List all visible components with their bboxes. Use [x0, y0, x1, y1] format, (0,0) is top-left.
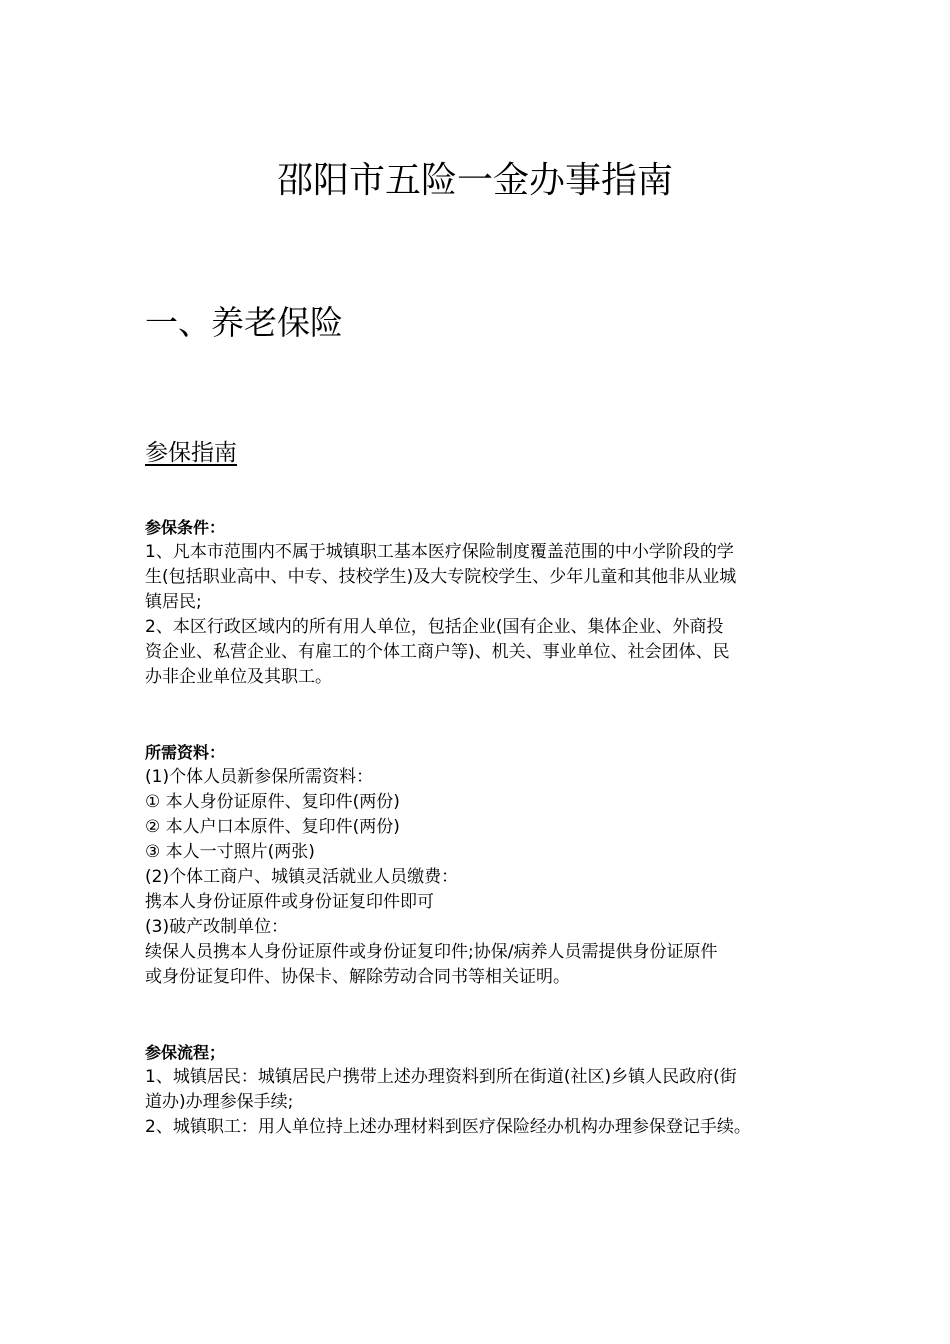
- document-title: 邵阳市五险一金办事指南: [276, 160, 673, 201]
- paragraph-line: 1、凡本市范围内不属于城镇职工基本医疗保险制度覆盖范围的中小学阶段的学: [145, 542, 734, 562]
- paragraph-line: 续保人员携本人身份证原件或身份证复印件;协保/病养人员需提供身份证原件: [145, 942, 718, 962]
- sub-heading-enrollment-guide: 参保指南: [145, 440, 237, 466]
- section-heading-pension: 一、养老保险: [145, 303, 343, 342]
- enrollment-conditions-label: 参保条件：: [145, 518, 226, 537]
- paragraph-line: 镇居民;: [145, 592, 202, 612]
- paragraph-line: 2、城镇职工：用人单位持上述办理材料到医疗保险经办机构办理参保登记手续。: [145, 1117, 751, 1137]
- paragraph-line: (1)个体人员新参保所需资料：: [145, 767, 374, 787]
- required-materials-label: 所需资料：: [145, 743, 226, 762]
- paragraph-line: 或身份证复印件、协保卡、解除劳动合同书等相关证明。: [145, 967, 570, 987]
- required-materials-block: [145, 740, 825, 990]
- paragraph-line: (2)个体工商户、城镇灵活就业人员缴费：: [145, 867, 459, 887]
- paragraph-line: 道办)办理参保手续;: [145, 1092, 294, 1112]
- paragraph-line: 携本人身份证原件或身份证复印件即可: [145, 892, 434, 912]
- paragraph-line: 生(包括职业高中、中专、技校学生)及大专院校学生、少年儿童和其他非从业城: [145, 567, 737, 587]
- paragraph-line: (3)破产改制单位：: [145, 917, 289, 937]
- paragraph-line: 资企业、私营企业、有雇工的个体工商户等)、机关、事业单位、社会团体、民: [145, 642, 730, 662]
- enrollment-process-block: [145, 1040, 825, 1140]
- list-item: ② 本人户口本原件、复印件(两份): [145, 817, 400, 837]
- paragraph-line: 1、城镇居民：城镇居民户携带上述办理资料到所在街道(社区)乡镇人民政府(街: [145, 1067, 737, 1087]
- paragraph-line: 办非企业单位及其职工。: [145, 667, 332, 687]
- paragraph-line: 2、本区行政区域内的所有用人单位，包括企业(国有企业、集体企业、外商投: [145, 617, 724, 637]
- enrollment-conditions-block: [145, 515, 825, 690]
- enrollment-process-label: 参保流程；: [145, 1043, 226, 1062]
- list-item: ① 本人身份证原件、复印件(两份): [145, 792, 400, 812]
- list-item: ③ 本人一寸照片(两张): [145, 842, 315, 862]
